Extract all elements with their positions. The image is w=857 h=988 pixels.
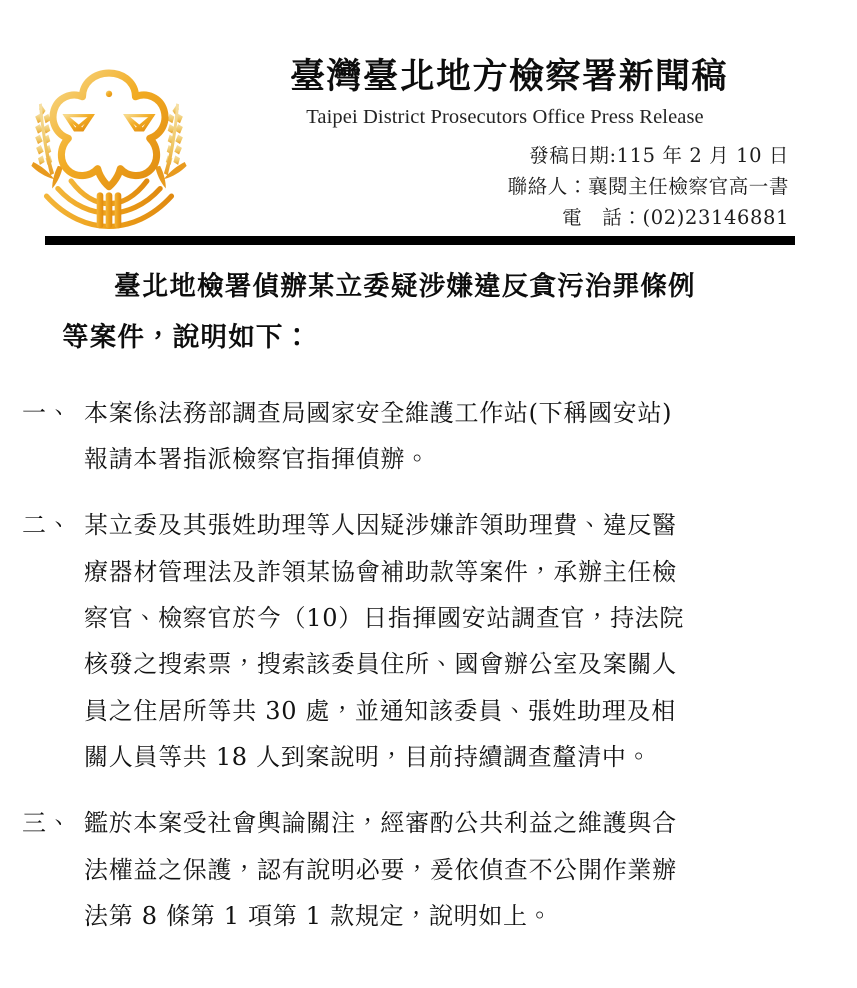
paragraph-text bbox=[84, 800, 795, 939]
paragraph-text bbox=[84, 502, 795, 780]
press-release-headline bbox=[0, 262, 857, 364]
paragraph-line: 報請本署指派檢察官指揮偵辦。 bbox=[84, 445, 430, 474]
numbered-paragraph bbox=[0, 502, 857, 780]
contact-phone: 電 話：(02)23146881 bbox=[562, 205, 789, 229]
scales-of-justice-icon bbox=[65, 91, 152, 168]
issue-date: 發稿日期:115 年 2 月 10 日 bbox=[529, 144, 789, 168]
contact-person: 聯絡人：襄閱主任檢察官高一書 bbox=[507, 175, 789, 199]
paragraph-line: 察官、檢察官於今（10）日指揮國安站調查官，持法院 bbox=[84, 604, 685, 632]
paragraph-line: 鑑於本案受社會輿論關注，經審酌公共利益之維護與合 bbox=[84, 809, 677, 838]
paragraph-marker: 二、 bbox=[22, 511, 72, 540]
header-text-block bbox=[205, 56, 805, 234]
ministry-of-justice-emblem bbox=[14, 56, 204, 234]
page-title-english: Taipei District Prosecutors Office Press Release bbox=[306, 106, 704, 129]
paragraph-line: 療器材管理法及詐領某協會補助款等案件，承辦主任檢 bbox=[84, 557, 677, 586]
header-divider-rule bbox=[45, 236, 795, 245]
paragraph-text bbox=[84, 390, 795, 483]
numbered-paragraph bbox=[0, 800, 857, 939]
paragraph-line: 關人員等共 18 人到案說明，目前持續調查釐清中。 bbox=[84, 742, 652, 771]
wheat-right-leaf bbox=[155, 162, 186, 189]
paragraph-line: 某立委及其張姓助理等人因疑涉嫌詐領助理費、違反醫 bbox=[84, 511, 677, 540]
ribbon-center-bars bbox=[97, 192, 122, 228]
paragraph-line: 法權益之保護，認有說明必要，爰依偵查不公開作業辦 bbox=[84, 855, 677, 884]
paragraph-line: 員之住居所等共 30 處，並通知該委員、張姓助理及相 bbox=[84, 696, 676, 725]
headline-line-1: 臺北地檢署偵辦某立委疑涉嫌違反貪污治罪條例 bbox=[114, 271, 696, 302]
document-header bbox=[0, 0, 857, 229]
header-meta-block bbox=[205, 141, 805, 233]
paragraph-line: 法第 8 條第 1 項第 1 款規定，說明如上。 bbox=[84, 901, 553, 930]
page-title: 臺灣臺北地方檢察署新聞稿 bbox=[289, 56, 728, 97]
wheat-left-leaf bbox=[31, 162, 62, 189]
document-body bbox=[0, 262, 857, 939]
paragraph-line: 核發之搜索票，搜索該委員住所、國會辦公室及案關人 bbox=[84, 650, 677, 679]
paragraph-marker: 一、 bbox=[22, 398, 72, 427]
headline-line-2: 等案件，說明如下： bbox=[62, 321, 312, 353]
paragraph-line: 本案係法務部調查局國家安全維護工作站(下稱國安站) bbox=[84, 398, 673, 427]
paragraph-marker: 三、 bbox=[22, 809, 72, 838]
numbered-paragraph bbox=[0, 390, 857, 483]
